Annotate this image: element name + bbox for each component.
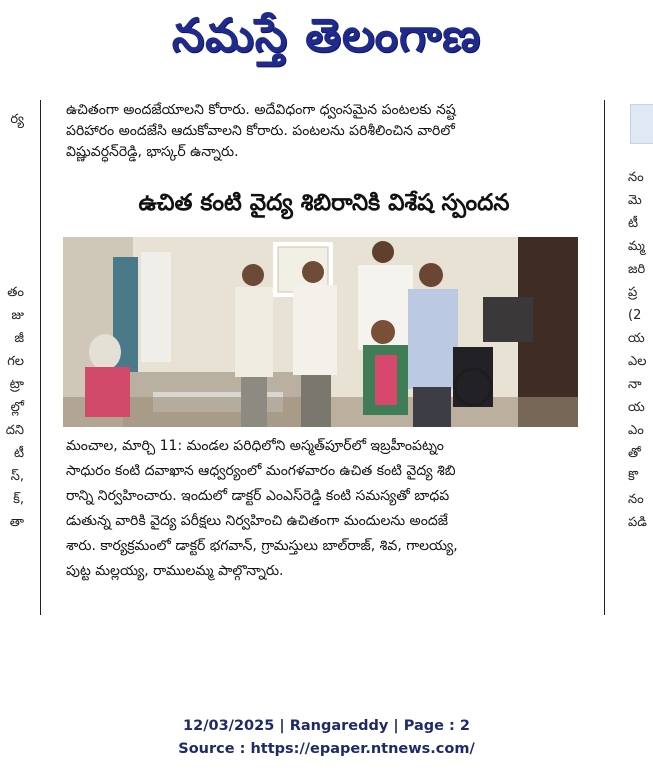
right-fragment: మ్మ xyxy=(628,239,645,254)
left-fragment: తా xyxy=(9,515,24,530)
right-fragment: జరి xyxy=(628,262,646,277)
left-column-fragments xyxy=(0,100,36,620)
footer-date-line: 12/03/2025 | Rangareddy | Page : 2 xyxy=(183,718,470,734)
left-fragment: జు xyxy=(11,308,24,323)
article-line: డుతున్న వారికి వైద్య పరీక్షలు నిర్వహించి ఉచితంగా మందులను అందజే xyxy=(66,513,448,529)
masthead-title: నమస్తే తెలంగాణ xyxy=(171,8,482,62)
left-fragment: ల్లో xyxy=(10,400,24,415)
left-fragment: దని xyxy=(5,423,24,438)
top-article-line: విష్ణువర్ధన్‌రెడ్డి, భాస్కర్ ఉన్నారు. xyxy=(66,144,239,160)
left-fragment: క్, xyxy=(13,492,24,507)
article-body xyxy=(66,434,586,584)
right-fragment: టీ xyxy=(628,216,639,231)
left-fragment: జీ xyxy=(14,331,24,346)
right-column-fragments xyxy=(622,100,653,620)
article-line: మంచాల, మార్చి 11: మండల పరిధిలోని అస్మత్‌పూర్‌లో ఇబ్రహీంపట్నం xyxy=(66,438,444,454)
left-fragment: తం xyxy=(7,285,24,300)
right-fragment: పడి xyxy=(628,515,647,530)
left-fragment: ట్రా xyxy=(9,377,24,392)
ad-box xyxy=(630,104,653,144)
right-fragment: నం xyxy=(628,170,644,185)
right-fragment: ఎల xyxy=(628,354,647,369)
right-fragment: నం xyxy=(628,492,644,507)
right-fragment: మె xyxy=(628,193,642,208)
footer-source-link[interactable]: Source : https://epaper.ntnews.com/ xyxy=(178,741,475,757)
article-line: రాన్ని నిర్వహించారు. ఇందులో డాక్టర్ ఎంఎస్‌రెడ్డి కంటి సమస్యతో బాధప xyxy=(66,488,450,504)
left-fragment: గల xyxy=(7,354,24,369)
column-rule-right xyxy=(604,100,605,615)
right-fragment: తో xyxy=(628,446,641,461)
article-line: శారు. కార్యక్రమంలో డాక్టర్ భగవాన్, గ్రామస్తులు బాల్‌రాజ్, శివ, గాలయ్య, xyxy=(66,538,458,554)
left-fragment: టీ xyxy=(13,446,24,461)
right-fragment: య xyxy=(628,400,645,415)
top-article-line: ఉచితంగా అందజేయాలని కోరారు. అదేవిధంగా ధ్వంసమైన పంటలకు నష్ట xyxy=(66,102,456,118)
right-fragment: (2 xyxy=(628,308,642,323)
article-line: సాధురం కంటి దవాఖాన ఆధ్వర్యంలో మంగళవారం ఉచిత కంటి వైద్య శిబి xyxy=(66,463,456,479)
article-headline: ఉచిత కంటి వైద్య శిబిరానికి విశేష స్పందన xyxy=(138,190,510,216)
top-article-line: పరిహారం అందజేసి ఆదుకోవాలని కోరారు. పంటలను పరిశీలించిన వారిలో xyxy=(66,123,455,139)
top-article xyxy=(66,100,586,163)
right-fragment: కొ xyxy=(628,469,639,484)
left-fragment: స్, xyxy=(10,469,24,484)
right-fragment: ఎం xyxy=(628,423,644,438)
right-fragment: ప్ర xyxy=(628,285,638,300)
article-line: పుట్ట మల్లయ్య, రాములమ్మ పాల్గొన్నారు. xyxy=(66,563,284,579)
masthead xyxy=(0,0,653,82)
right-fragment: నా xyxy=(628,377,642,392)
column-rule-left xyxy=(40,100,41,615)
right-fragment: య xyxy=(628,331,645,346)
eye-camp-photo xyxy=(63,237,578,427)
left-fragment: ర్య xyxy=(10,112,24,127)
